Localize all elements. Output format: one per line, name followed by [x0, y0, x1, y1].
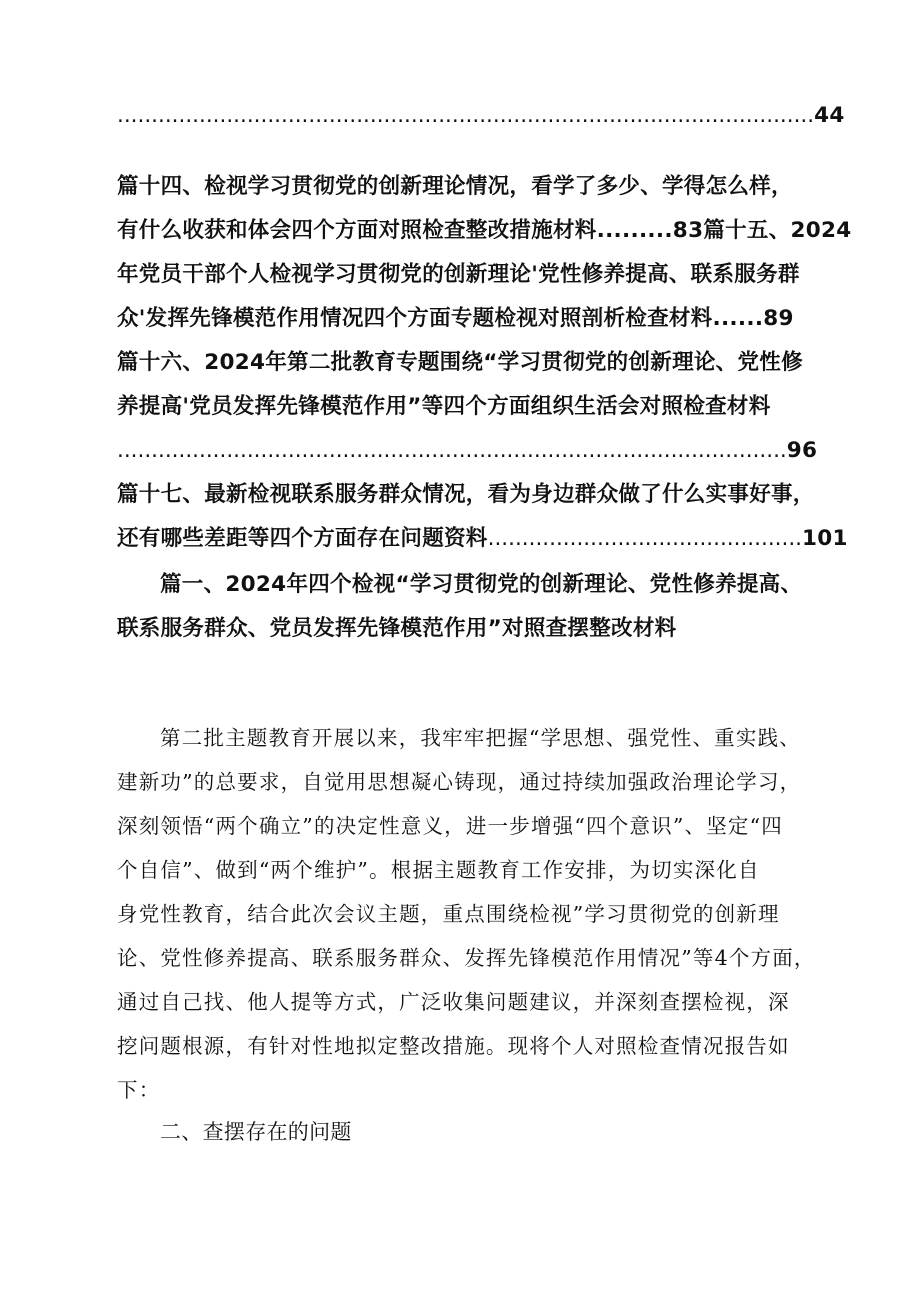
toc-entry-17-text: 还有哪些差距等四个方面存在问题资料	[117, 526, 488, 551]
body-line-4: 个自信”、做到“两个维护”。根据主题教育工作安排，为切实深化自	[117, 858, 760, 882]
toc-entry-16-line-1: 篇十六、2024年第二批教育专题围绕“学习贯彻党的创新理论、党性修	[117, 350, 803, 375]
toc-entry-14-line-2: 有什么收获和体会四个方面对照检查整改措施材料.........83篇十五、2024	[117, 218, 852, 243]
body-line-5: 身党性教育，结合此次会议主题，重点围绕检视”学习贯彻党的创新理	[117, 902, 780, 926]
toc-entry-continuation	[117, 99, 845, 133]
article-title-line-1: 篇一、2024年四个检视“学习贯彻党的创新理论、党性修养提高、	[160, 572, 803, 597]
toc-page-number: 44	[814, 103, 845, 128]
toc-entry-17-line-2	[117, 522, 848, 556]
toc-entry-15-line-2: 年党员干部个人检视学习贯彻党的创新理论'党性修养提高、联系服务群	[117, 262, 800, 287]
section-heading: 二、查摆存在的问题	[160, 1120, 352, 1144]
toc-page-number: 101	[801, 526, 848, 551]
toc-entry-14-line-1: 篇十四、检视学习贯彻党的创新理论情况，看学了多少、学得怎么样，	[117, 174, 793, 199]
body-line-1: 第二批主题教育开展以来，我牢牢把握“学思想、强党性、重实践、	[160, 726, 801, 750]
body-line-3: 深刻领悟“两个确立”的决定性意义，进一步增强“四个意识”、坚定“四	[117, 814, 783, 838]
toc-leader-dots: ..................................................................................................	[117, 438, 787, 463]
toc-leader-dots: ......................................................................................................	[117, 103, 815, 128]
toc-leader-dots: ..............................................	[487, 526, 802, 551]
body-line-2: 建新功”的总要求，自觉用思想凝心铸现，通过持续加强政治理论学习，	[117, 770, 802, 794]
toc-entry-15-line-3: 众'发挥先锋模范作用情况四个方面专题检视对照剖析检查材料......89	[117, 306, 794, 331]
toc-entry-16-line-3	[117, 434, 837, 468]
toc-page-number: 96	[786, 438, 818, 463]
toc-entry-16-line-2: 养提高'党员发挥先锋模范作用”等四个方面组织生活会对照检查材料	[117, 394, 771, 419]
body-line-6: 论、党性修养提高、联系服务群众、发挥先锋模范作用情况”等4个方面，	[117, 946, 816, 970]
article-title-line-2: 联系服务群众、党员发挥先锋模范作用”对照查摆整改材料	[117, 616, 677, 641]
body-line-7: 通过自己找、他人提等方式，广泛收集问题建议，并深刻查摆检视，深	[117, 990, 790, 1014]
toc-entry-17-line-1: 篇十七、最新检视联系服务群众情况，看为身边群众做了什么实事好事，	[117, 482, 815, 507]
body-line-8: 挖问题根源，有针对性地拟定整改措施。现将个人对照检查情况报告如	[117, 1034, 790, 1058]
body-line-9: 下：	[117, 1078, 161, 1102]
